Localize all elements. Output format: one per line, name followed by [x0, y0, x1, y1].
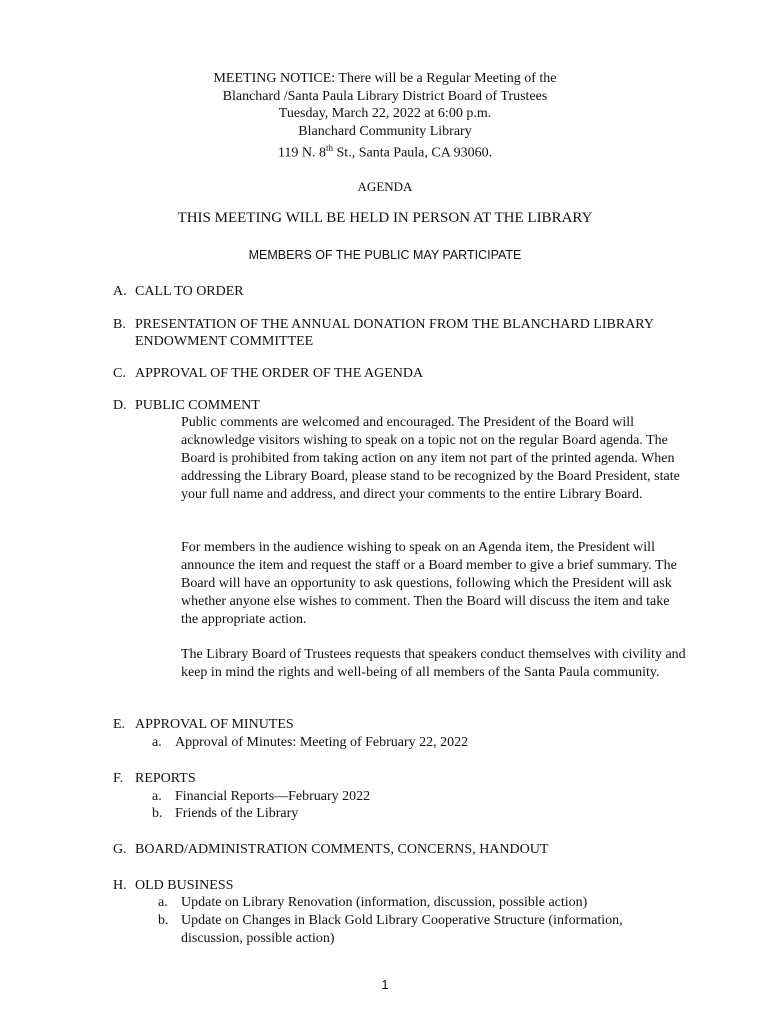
item-letter: C. [113, 366, 126, 381]
header-address [0, 140, 770, 162]
public-comment-paragraph-3: The Library Board of Trustees requests that speakers conduct themselves with civility and keep in mind the rights and well-being of all members of the Santa Paula community. [181, 647, 686, 680]
subitem-letter: b. [152, 806, 163, 821]
item-letter: A. [113, 284, 127, 299]
address-part: 119 N. 8 [277, 145, 326, 161]
header-line-2: Blanchard /Santa Paula Library District Board of Trustees [222, 88, 548, 104]
subitem-letter: a. [152, 735, 162, 750]
item-letter: E. [113, 717, 126, 732]
public-participation-notice: MEMBERS OF THE PUBLIC MAY PARTICIPATE [248, 248, 522, 262]
meeting-notice-header [0, 70, 770, 162]
subitem-text: Friends of the Library [175, 806, 299, 821]
header-line-4: Blanchard Community Library [298, 123, 472, 139]
address-part: St., Santa Paula, CA 93060. [333, 145, 493, 161]
item-text: PUBLIC COMMENT [135, 398, 260, 413]
address-superscript: th [326, 143, 334, 153]
subitem-text: Approval of Minutes: Meeting of February 22, 2022 [175, 735, 469, 750]
item-letter: B. [113, 317, 126, 332]
subitem-letter: a. [152, 789, 162, 804]
item-text: PRESENTATION OF THE ANNUAL DONATION FROM THE BLANCHARD LIBRARY ENDOWMENT COMMITTEE [135, 317, 654, 349]
public-comment-paragraph-1: Public comments are welcomed and encouraged. The President of the Board will acknowledge visitors wishing to speak on a topic not on the regular Board agenda. The Board is prohibited from taking action on any item not part of the printed agenda. When addressing the Library Board, please stand to be recognized by the Board President, state your full name and address, and direct your comments to the entire Library Board. [181, 415, 680, 502]
header-line-3: Tuesday, March 22, 2022 at 6:00 p.m. [278, 106, 492, 121]
item-text: OLD BUSINESS [135, 878, 234, 893]
item-text: CALL TO ORDER [135, 284, 244, 299]
item-text: REPORTS [135, 771, 196, 786]
subitem-letter: a. [158, 895, 168, 910]
item-text: APPROVAL OF THE ORDER OF THE AGENDA [135, 366, 424, 381]
subitem-letter: b. [158, 913, 169, 928]
header-line-1: MEETING NOTICE: There will be a Regular Meeting of the [213, 71, 557, 86]
subitem-text: Update on Library Renovation (information, discussion, possible action) [181, 895, 588, 910]
agenda-label: AGENDA [357, 179, 413, 194]
page-number: 1 [381, 977, 389, 992]
subitem-text: Financial Reports—February 2022 [175, 789, 371, 804]
public-comment-paragraph-2: For members in the audience wishing to speak on an Agenda item, the President will announce the item and request the staff or a Board member to give a brief summary. The Board will have an opportunity to ask questions, following which the President will ask whether anyone else wishes to comment. Then the Board will discuss the item and take the appropriate action. [181, 540, 677, 627]
item-letter: F. [113, 771, 124, 786]
subitem-text: Update on Changes in Black Gold Library Cooperative Structure (information, discussion, possible action) [181, 913, 623, 946]
item-letter: D. [113, 398, 127, 413]
item-text: BOARD/ADMINISTRATION COMMENTS, CONCERNS, HANDOUT [135, 842, 549, 857]
item-letter: H. [113, 878, 127, 893]
item-letter: G. [113, 842, 127, 857]
item-text: APPROVAL OF MINUTES [135, 717, 294, 732]
in-person-notice: THIS MEETING WILL BE HELD IN PERSON AT THE LIBRARY [177, 210, 593, 226]
